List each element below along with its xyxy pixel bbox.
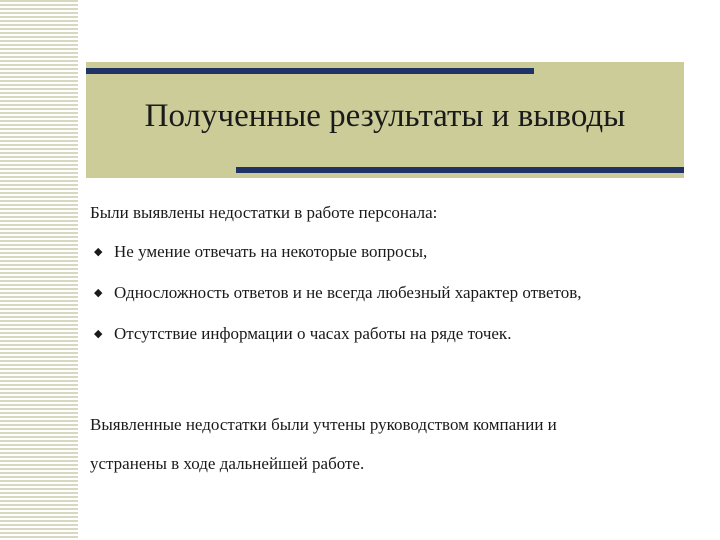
intro-text: Были выявлены недостатки в работе персонала: [90, 203, 438, 222]
bullet-item [90, 324, 582, 365]
bullet-text: Односложность ответов и не всегда любезный характер ответов, [114, 283, 582, 302]
conclusion-paragraph [90, 405, 690, 483]
bullet-item [90, 242, 582, 283]
title-accent-bar-bottom [236, 167, 684, 173]
bullet-text: Отсутствие информации о часах работы на ряде точек. [114, 324, 512, 343]
slide-title: Полученные результаты и выводы [144, 98, 626, 134]
conclusion-line: устранены в ходе дальнейшей работе. [90, 454, 365, 473]
bullet-text: Не умение отвечать на некоторые вопросы, [114, 242, 428, 261]
conclusion-line: Выявленные недостатки были учтены руководством компании и [90, 415, 557, 434]
diamond-bullet-icon: ◆ [94, 327, 103, 340]
diamond-bullet-icon: ◆ [94, 245, 103, 258]
decorative-stripes [0, 0, 78, 540]
bullet-list [90, 242, 582, 365]
diamond-bullet-icon: ◆ [94, 286, 103, 299]
title-accent-bar-top [86, 68, 534, 74]
bullet-item [90, 283, 582, 324]
